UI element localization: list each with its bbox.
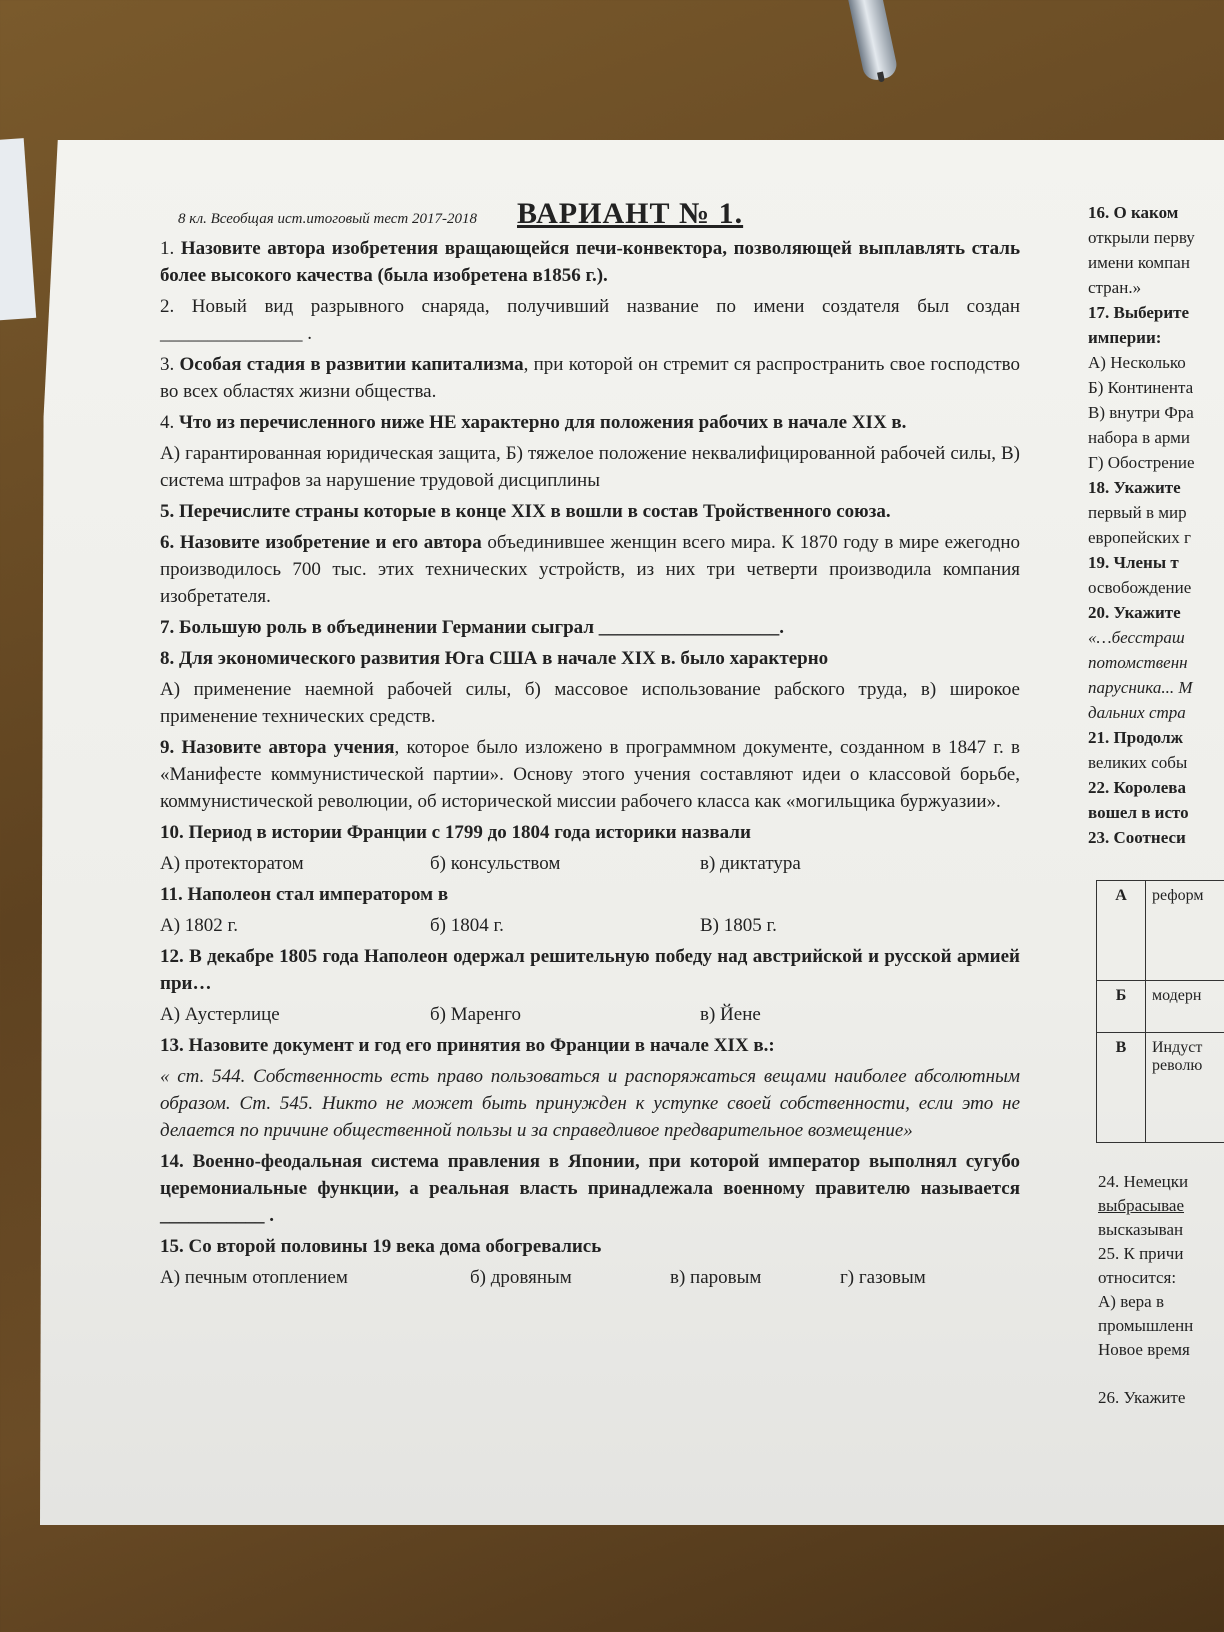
right-line: 23. Соотнеси bbox=[1088, 828, 1186, 847]
sheet-header bbox=[160, 197, 1020, 233]
right-line: 20. Укажите bbox=[1088, 603, 1181, 622]
question-12-options bbox=[160, 1001, 1020, 1028]
question-15-options bbox=[160, 1264, 1020, 1291]
option: б) дровяным bbox=[470, 1267, 572, 1288]
pen-icon bbox=[845, 0, 899, 82]
option: б) консульством bbox=[430, 853, 561, 874]
right-line: имени компан bbox=[1088, 253, 1190, 272]
right-line: высказыван bbox=[1098, 1220, 1184, 1239]
right-line: выбрасывае bbox=[1098, 1196, 1185, 1215]
table-key: А bbox=[1097, 881, 1146, 981]
option: в) Йене bbox=[700, 1004, 761, 1025]
option: в) диктатура bbox=[700, 853, 801, 874]
right-line: Г) Обострение bbox=[1088, 453, 1195, 472]
right-line: первый в мир bbox=[1088, 503, 1187, 522]
option: А) Аустерлице bbox=[160, 1004, 280, 1025]
option: А) печным отоплением bbox=[160, 1267, 348, 1288]
question-15: 15. Со второй половины 19 века дома обогревались bbox=[160, 1236, 602, 1257]
right-line: 16. О каком bbox=[1088, 203, 1179, 222]
right-line: открыли перву bbox=[1088, 228, 1195, 247]
right-line: европейских г bbox=[1088, 528, 1191, 547]
question-2: 2. Новый вид разрывного снаряда, получивший название по имени создателя был создан _______________ . bbox=[160, 296, 1021, 344]
right-line: стран.» bbox=[1088, 278, 1142, 297]
option: А) 1802 г. bbox=[160, 915, 238, 936]
option: б) 1804 г. bbox=[430, 915, 504, 936]
right-line: 26. Укажите bbox=[1098, 1388, 1186, 1407]
right-line: парусника... М bbox=[1088, 678, 1193, 697]
right-line: империи: bbox=[1088, 328, 1162, 347]
right-line: 21. Продолж bbox=[1088, 728, 1183, 747]
right-line: потомственн bbox=[1088, 653, 1188, 672]
question-5: 5. Перечислите страны которые в конце XIX в вошли в состав Тройственного союза. bbox=[160, 501, 891, 522]
right-line: 17. Выберите bbox=[1088, 303, 1190, 322]
question-3: 3. Особая стадия в развитии капитализма, при которой он стремит ся распространить свое господство во всех областях жизни общества. bbox=[160, 354, 1020, 402]
header-caption: 8 кл. Всеобщая ист.итоговый тест 2017-2018 bbox=[178, 211, 478, 227]
right-line: великих собы bbox=[1088, 753, 1188, 772]
option: г) газовым bbox=[840, 1267, 926, 1288]
question-11-options bbox=[160, 912, 1020, 939]
table-cell: реформ bbox=[1146, 881, 1224, 981]
right-line: дальних стра bbox=[1088, 703, 1186, 722]
question-12: 12. В декабре 1805 года Наполеон одержал решительную победу над австрийской и русской армией при… bbox=[160, 946, 1020, 994]
option: В) 1805 г. bbox=[700, 915, 777, 936]
right-line: набора в арми bbox=[1088, 428, 1191, 447]
table-key: В bbox=[1097, 1033, 1146, 1143]
question-4: 4. Что из перечисленного ниже НЕ характерно для положения рабочих в начале XIX в. bbox=[160, 412, 907, 433]
question-6: 6. Назовите изобретение и его автора объединившее женщин всего мира. К 1870 году в мире ежегодно производилось 700 тыс. этих технических устройств, из них три четверти производила компания изобретателя. bbox=[160, 532, 1021, 607]
main-column bbox=[160, 197, 1021, 1295]
right-line: 22. Королева bbox=[1088, 778, 1186, 797]
option: б) Маренго bbox=[430, 1004, 521, 1025]
right-line: Б) Континента bbox=[1088, 378, 1194, 397]
question-4-options: А) гарантированная юридическая защита, Б) тяжелое положение неквалифицированной рабочей силы, В) система штрафов за нарушение трудовой дисциплины bbox=[160, 443, 1020, 491]
right-line: «…бесстраш bbox=[1088, 628, 1185, 647]
question-14: 14. Военно-феодальная система правления в Японии, при которой император выполнял сугубо церемониальные функции, а реальная власть принадлежала военному правителю называется ___________ . bbox=[160, 1151, 1021, 1226]
table-key: Б bbox=[1097, 981, 1146, 1033]
right-line: А) Несколько bbox=[1088, 353, 1186, 372]
question-8-options: А) применение наемной рабочей силы, б) массовое использование рабского труда, в) широкое применение технических средств. bbox=[160, 679, 1020, 727]
adjacent-paper-edge bbox=[0, 138, 36, 322]
question-10-options bbox=[160, 850, 1020, 877]
right-line-spacer bbox=[1098, 1362, 1224, 1386]
question-13-quote: « ст. 544. Собственность есть право пользоваться и распоряжаться вещами наиболее абсолютным образом. Ст. 545. Никто не может быть принужден к уступке своей собственности, если это не делается по причине общественной пользы и за справедливое предварительное возмещение» bbox=[160, 1066, 1020, 1141]
table-cell: модерн bbox=[1146, 981, 1224, 1033]
right-line: вошел в исто bbox=[1088, 803, 1189, 822]
right-line: Новое время bbox=[1098, 1340, 1190, 1359]
right-line: относится: bbox=[1098, 1268, 1177, 1287]
right-line: А) вера в bbox=[1098, 1292, 1164, 1311]
right-line: 18. Укажите bbox=[1088, 478, 1181, 497]
variant-title: ВАРИАНТ № 1. bbox=[517, 197, 744, 230]
right-column-cut bbox=[1088, 200, 1224, 850]
right-column-cut-lower bbox=[1098, 1170, 1224, 1410]
right-line: 19. Члены т bbox=[1088, 553, 1179, 572]
question-1: 1. Назовите автора изобретения вращающейся печи-конвектора, позволяющей выплавлять сталь более высокого качества (была изобретена в1856 г.). bbox=[160, 238, 1020, 286]
right-line: 25. К причи bbox=[1098, 1244, 1184, 1263]
right-line: освобождение bbox=[1088, 578, 1192, 597]
right-line: промышленн bbox=[1098, 1316, 1194, 1335]
matching-table bbox=[1096, 880, 1224, 1143]
option: А) протекторатом bbox=[160, 853, 304, 874]
question-9: 9. Назовите автора учения, которое было изложено в программном документе, созданном в 1847 г. в «Манифесте коммунистической партии». Основу этого учения составляют идеи о классовой борьбе, коммунистической революции, об исторической миссии рабочего класса как «могильщика буржуазии». bbox=[160, 737, 1020, 812]
right-line: 24. Немецки bbox=[1098, 1172, 1189, 1191]
right-line: В) внутри Фра bbox=[1088, 403, 1194, 422]
question-11: 11. Наполеон стал императором в bbox=[160, 884, 449, 905]
question-8: 8. Для экономического развития Юга США в начале XIX в. было характерно bbox=[160, 648, 829, 669]
option: в) паровым bbox=[670, 1267, 762, 1288]
table-cell: Индуст револю bbox=[1146, 1033, 1224, 1143]
question-10: 10. Период в истории Франции с 1799 до 1804 года историки назвали bbox=[160, 822, 751, 843]
question-7: 7. Большую роль в объединении Германии сыграл ___________________. bbox=[160, 617, 784, 638]
question-13: 13. Назовите документ и год его принятия во Франции в начале XIX в.: bbox=[160, 1035, 775, 1056]
